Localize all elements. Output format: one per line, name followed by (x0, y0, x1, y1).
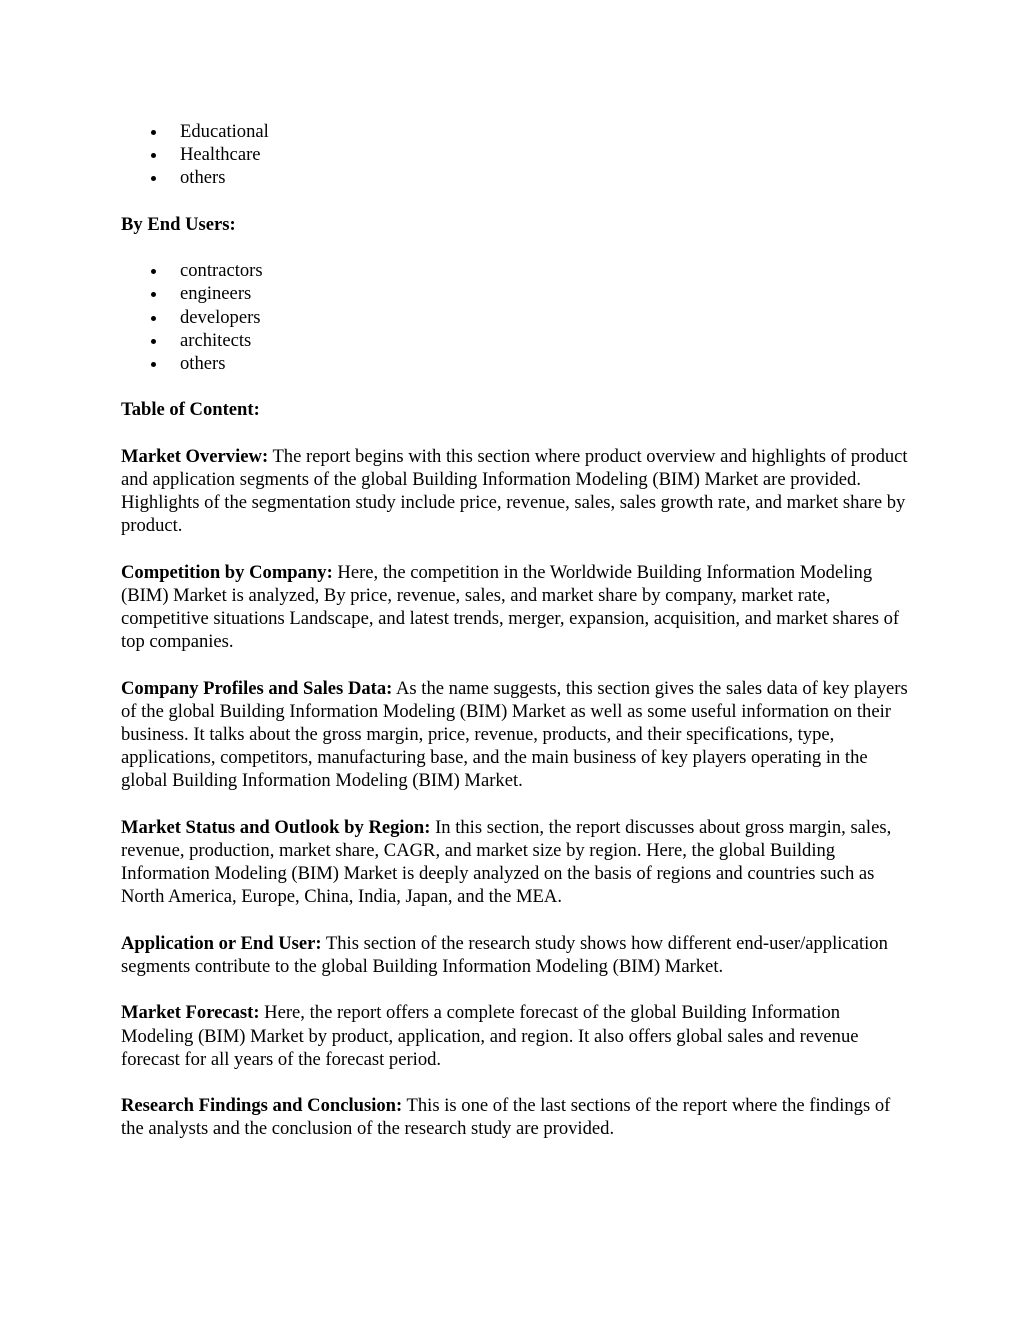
bullet-icon (151, 130, 156, 135)
bullet-icon (151, 339, 156, 344)
end-users-heading: By End Users: (121, 213, 236, 235)
section-title: Research Findings and Conclusion: (121, 1095, 403, 1117)
section-title: Application or End User: (121, 932, 322, 954)
section-text: This section of the research study shows how different end-user/application segments contribute to the global Building Information Modeling (BIM) Market. (121, 932, 888, 978)
bullet-icon (151, 316, 156, 321)
section-region (121, 816, 911, 909)
list-item: developers (121, 306, 914, 329)
section-text: Here, the competition in the Worldwide Building Information Modeling (BIM) Market is analyzed, By price, revenue, sales, and market share by company, market rate, competitive situations Landscape, and latest trends, merger, expansion, acquisition, and market shares of top companies. (121, 561, 900, 653)
list-item: Educational (121, 120, 914, 143)
section-title: Market Forecast: (121, 1002, 260, 1024)
section-text: The report begins with this section where product overview and highlights of product and application segments of the global Building Information Modeling (BIM) Market are provided. Highlights of the segmentation study include price, revenue, sales, sales growth rate, and market share by product. (121, 445, 908, 537)
section-text: This is one of the last sections of the report where the findings of the analysts and the conclusion of the research study are provided. (121, 1095, 891, 1140)
section-title: Market Status and Outlook by Region: (121, 816, 431, 838)
section-company-profiles (121, 677, 911, 793)
bullet-icon (151, 153, 156, 158)
section-text: As the name suggests, this section gives the sales data of key players of the global Building Information Modeling (BIM) Market as well as some useful information on their business. It talks about the gross margin, price, revenue, products, and their specifications, type, applications, competitors, manufacturing base, and the main business of key players operating in the global Building Information Modeling (BIM) Market. (121, 677, 908, 792)
section-conclusion (121, 1094, 911, 1140)
bullet-icon (151, 269, 156, 274)
list-item: others (121, 166, 914, 189)
section-market-overview (121, 445, 911, 538)
section-title: Company Profiles and Sales Data: (121, 677, 393, 699)
list-item: others (121, 352, 914, 375)
bullet-icon (151, 292, 156, 297)
section-competition (121, 561, 911, 654)
list-item: Healthcare (121, 143, 914, 166)
section-application (121, 932, 911, 978)
application-list (121, 120, 914, 190)
section-title: Market Overview: (121, 445, 269, 467)
list-item: architects (121, 329, 914, 352)
toc-heading: Table of Content: (121, 399, 260, 421)
section-text: Here, the report offers a complete forecast of the global Building Information Modeling (BIM) Market by product, application, and region. It also offers global sales and revenue forecast for all years of the forecast period. (121, 1002, 859, 1070)
section-title: Competition by Company: (121, 561, 333, 583)
bullet-icon (151, 362, 156, 367)
section-forecast (121, 1001, 911, 1071)
bullet-icon (151, 176, 156, 181)
list-item: engineers (121, 282, 914, 305)
section-text: In this section, the report discusses about gross margin, sales, revenue, production, market share, CAGR, and market size by region. Here, the global Building Information Modeling (BIM) Market is deeply analyzed on the basis of regions and countries such as North America, Europe, China, India, Japan, and the MEA. (121, 816, 892, 908)
end-users-list (121, 259, 914, 375)
list-item: contractors (121, 259, 914, 282)
